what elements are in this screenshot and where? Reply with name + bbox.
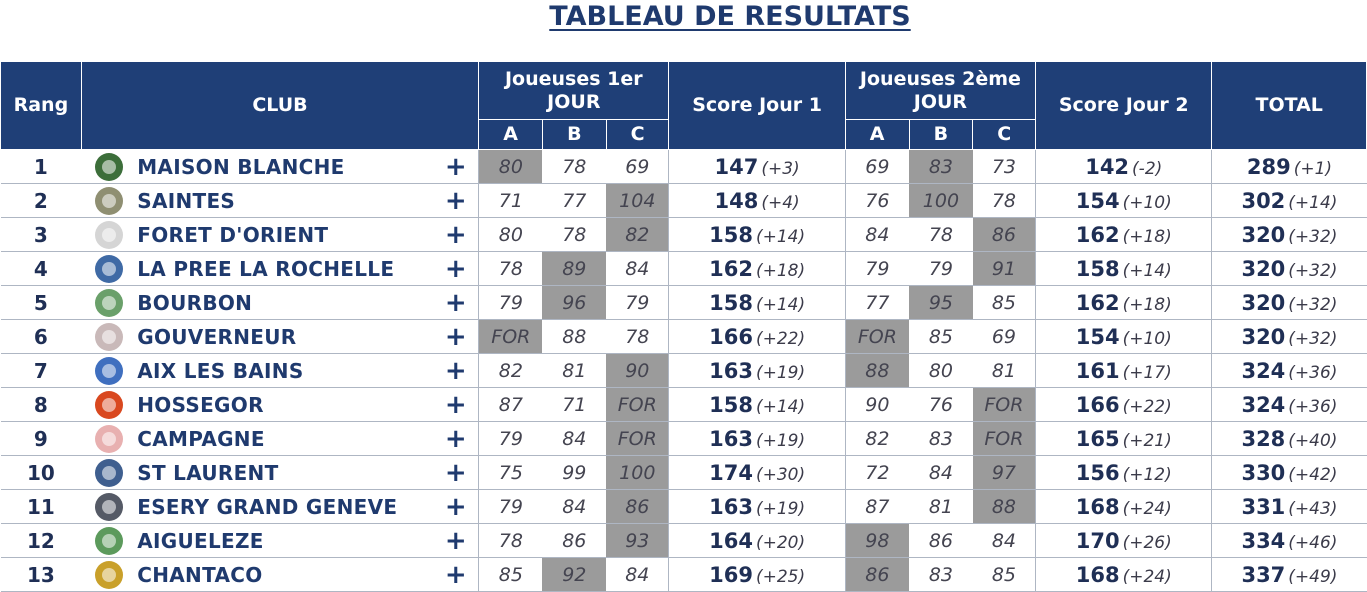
- score-day2-par: (+22): [1122, 396, 1172, 417]
- club-name: AIX LES BAINS: [127, 354, 445, 388]
- club-name: AIGUELEZE: [127, 524, 445, 558]
- day1-player-c-score: 82: [606, 218, 669, 252]
- score-day2-value: 162: [1075, 222, 1120, 247]
- club-logo-cell: [81, 558, 127, 592]
- day2-player-a-score: 69: [845, 150, 909, 184]
- day1-player-a-score: 82: [479, 354, 543, 388]
- table-row: [1, 524, 1367, 558]
- day2-player-b-score: 83: [909, 422, 973, 456]
- rank-cell: 10: [1, 456, 82, 490]
- day1-player-b-score: 78: [542, 150, 606, 184]
- day1-player-c-score: FOR: [606, 388, 669, 422]
- total-par: (+32): [1288, 226, 1338, 247]
- expand-button[interactable]: +: [445, 558, 479, 592]
- day1-player-a-score: 75: [479, 456, 543, 490]
- score-day1-value: 166: [709, 324, 753, 349]
- score-day2-value: 170: [1075, 528, 1120, 553]
- day1-player-b-score: 88: [542, 320, 606, 354]
- day2-player-a-score: 90: [845, 388, 909, 422]
- score-day2-par: (+24): [1122, 566, 1172, 587]
- day2-player-b-score: 83: [909, 558, 973, 592]
- score-day1-value: 164: [709, 528, 753, 553]
- club-logo-cell: [81, 286, 127, 320]
- score-day1-cell: [669, 320, 845, 354]
- table-row: [1, 150, 1367, 184]
- day2-player-c-score: FOR: [973, 422, 1036, 456]
- score-day2-par: (+14): [1122, 260, 1172, 281]
- table-row: [1, 558, 1367, 592]
- day1-player-c-score: FOR: [606, 422, 669, 456]
- expand-button[interactable]: +: [445, 218, 479, 252]
- score-day2-cell: [1036, 422, 1212, 456]
- day2-player-c-score: 73: [973, 150, 1036, 184]
- score-day1-cell: [669, 354, 845, 388]
- day2-player-a-score: 86: [845, 558, 909, 592]
- day1-player-b-score: 92: [542, 558, 606, 592]
- day2-player-b-score: 85: [909, 320, 973, 354]
- club-logo-cell: [81, 320, 127, 354]
- score-day2-cell: [1036, 354, 1212, 388]
- score-day2-cell: [1036, 490, 1212, 524]
- day1-player-b-score: 84: [542, 490, 606, 524]
- day2-player-a-score: 79: [845, 252, 909, 286]
- day1-player-a-score: 79: [479, 286, 543, 320]
- score-day1-cell: [669, 150, 845, 184]
- day1-player-a-score: 85: [479, 558, 543, 592]
- expand-button[interactable]: +: [445, 490, 479, 524]
- club-name: SAINTES: [127, 184, 445, 218]
- score-day1-value: 158: [709, 392, 753, 417]
- day1-player-b-score: 78: [542, 218, 606, 252]
- day1-player-a-score: 87: [479, 388, 543, 422]
- table-row: [1, 490, 1367, 524]
- expand-button[interactable]: +: [445, 456, 479, 490]
- club-logo-icon: [95, 391, 123, 419]
- day2-player-b-score: 76: [909, 388, 973, 422]
- score-day2-value: 154: [1075, 188, 1120, 213]
- score-day2-value: 168: [1075, 562, 1120, 587]
- club-logo-icon: [95, 153, 123, 181]
- club-name: HOSSEGOR: [127, 388, 445, 422]
- day1-player-b-score: 99: [542, 456, 606, 490]
- day2-player-a-score: 76: [845, 184, 909, 218]
- club-name: MAISON BLANCHE: [127, 150, 445, 184]
- total-cell: [1212, 524, 1367, 558]
- day2-player-a-score: 98: [845, 524, 909, 558]
- day2-player-b-score: 78: [909, 218, 973, 252]
- table-row: [1, 320, 1367, 354]
- day2-player-c-score: 85: [973, 558, 1036, 592]
- total-value: 320: [1241, 290, 1286, 315]
- score-day1-value: 147: [714, 154, 759, 179]
- club-logo-cell: [81, 422, 127, 456]
- club-logo-icon: [95, 357, 123, 385]
- day2-player-b-score: 100: [909, 184, 973, 218]
- rank-cell: 12: [1, 524, 82, 558]
- club-logo-icon: [95, 527, 123, 555]
- total-value: 320: [1241, 222, 1286, 247]
- day2-players-header: Joueuses 2ème JOUR: [845, 62, 1035, 120]
- day2-player-c-score: 85: [973, 286, 1036, 320]
- day1-player-c-score: 69: [606, 150, 669, 184]
- total-value: 320: [1241, 256, 1286, 281]
- score-day1-par: (+18): [755, 260, 806, 281]
- rank-cell: 8: [1, 388, 82, 422]
- total-value: 302: [1241, 188, 1286, 213]
- total-cell: [1212, 184, 1367, 218]
- day1-player-b-score: 81: [542, 354, 606, 388]
- rank-cell: 3: [1, 218, 82, 252]
- score-day2-cell: [1036, 184, 1212, 218]
- day2-player-c-score: 84: [973, 524, 1036, 558]
- club-logo-cell: [81, 354, 127, 388]
- total-header: TOTAL: [1212, 62, 1367, 150]
- club-name: ST LAURENT: [127, 456, 445, 490]
- total-cell: [1212, 320, 1367, 354]
- score-day1-value: 169: [709, 562, 753, 587]
- total-par: (+43): [1288, 498, 1338, 519]
- score-day2-header: Score Jour 2: [1036, 62, 1212, 150]
- expand-button[interactable]: +: [445, 252, 479, 286]
- day2-player-c-score: 97: [973, 456, 1036, 490]
- page-title: TABLEAU DE RESULTATS: [549, 1, 911, 32]
- day2-player-c-score: 78: [973, 184, 1036, 218]
- total-cell: [1212, 558, 1367, 592]
- club-logo-icon: [95, 221, 123, 249]
- day1-player-b-score: 84: [542, 422, 606, 456]
- day1-player-a-score: 71: [479, 184, 543, 218]
- day2-player-a-score: 72: [845, 456, 909, 490]
- expand-button[interactable]: +: [445, 184, 479, 218]
- score-day1-value: 158: [709, 290, 753, 315]
- total-par: (+49): [1288, 566, 1338, 587]
- score-day2-cell: [1036, 456, 1212, 490]
- total-value: 289: [1246, 154, 1291, 179]
- club-logo-icon: [95, 323, 123, 351]
- score-day1-cell: [669, 422, 845, 456]
- expand-button[interactable]: +: [445, 388, 479, 422]
- club-name: CHANTACO: [127, 558, 445, 592]
- score-day1-cell: [669, 456, 845, 490]
- score-day1-par: (+19): [755, 430, 806, 451]
- club-logo-icon: [95, 289, 123, 317]
- score-day2-par: (+10): [1122, 192, 1172, 213]
- rank-cell: 6: [1, 320, 82, 354]
- day1-player-b-score: 96: [542, 286, 606, 320]
- score-day2-par: (+18): [1122, 226, 1172, 247]
- club-logo-icon: [95, 561, 123, 589]
- day2-col-c-header: C: [973, 120, 1036, 150]
- score-day2-cell: [1036, 320, 1212, 354]
- total-par: (+1): [1293, 158, 1333, 179]
- score-day1-par: (+30): [755, 464, 806, 485]
- day1-player-c-score: 100: [606, 456, 669, 490]
- score-day2-value: 165: [1075, 426, 1120, 451]
- total-par: (+46): [1288, 532, 1338, 553]
- score-day2-value: 154: [1075, 324, 1120, 349]
- rank-cell: 7: [1, 354, 82, 388]
- day2-player-b-score: 86: [909, 524, 973, 558]
- day2-player-a-score: 84: [845, 218, 909, 252]
- total-value: 331: [1241, 494, 1286, 519]
- day2-player-c-score: 69: [973, 320, 1036, 354]
- score-day2-par: (+24): [1122, 498, 1172, 519]
- day1-player-c-score: 90: [606, 354, 669, 388]
- table-row: [1, 422, 1367, 456]
- day2-player-a-score: 77: [845, 286, 909, 320]
- rank-cell: 5: [1, 286, 82, 320]
- club-name: CAMPAGNE: [127, 422, 445, 456]
- club-name: FORET D'ORIENT: [127, 218, 445, 252]
- rank-cell: 2: [1, 184, 82, 218]
- score-day2-cell: [1036, 558, 1212, 592]
- score-day1-cell: [669, 490, 845, 524]
- expand-button[interactable]: +: [445, 524, 479, 558]
- score-day1-cell: [669, 524, 845, 558]
- score-day1-cell: [669, 252, 845, 286]
- day2-player-c-score: 88: [973, 490, 1036, 524]
- club-logo-cell: [81, 388, 127, 422]
- score-day2-value: 161: [1075, 358, 1120, 383]
- score-day1-value: 148: [714, 188, 759, 213]
- day1-player-a-score: 80: [479, 150, 543, 184]
- day2-player-b-score: 81: [909, 490, 973, 524]
- score-day1-par: (+14): [755, 396, 806, 417]
- score-day1-value: 174: [709, 460, 753, 485]
- score-day2-par: (+17): [1122, 362, 1172, 383]
- total-cell: [1212, 354, 1367, 388]
- score-day1-par: (+22): [755, 328, 806, 349]
- score-day2-cell: [1036, 524, 1212, 558]
- score-day2-value: 166: [1075, 392, 1120, 417]
- expand-button[interactable]: +: [445, 150, 479, 184]
- score-day1-par: (+3): [761, 158, 800, 179]
- rank-cell: 13: [1, 558, 82, 592]
- table-row: [1, 218, 1367, 252]
- day1-player-b-score: 89: [542, 252, 606, 286]
- score-day1-par: (+4): [761, 192, 800, 213]
- day2-player-b-score: 84: [909, 456, 973, 490]
- table-row: [1, 456, 1367, 490]
- score-day1-value: 162: [709, 256, 753, 281]
- club-logo-icon: [95, 459, 123, 487]
- total-value: 324: [1241, 392, 1286, 417]
- results-table: [0, 61, 1367, 592]
- score-day2-cell: [1036, 150, 1212, 184]
- total-value: 324: [1241, 358, 1286, 383]
- table-row: [1, 286, 1367, 320]
- score-day1-par: (+14): [755, 294, 806, 315]
- rank-cell: 9: [1, 422, 82, 456]
- score-day1-par: (+19): [755, 362, 806, 383]
- day2-player-b-score: 95: [909, 286, 973, 320]
- day1-player-a-score: FOR: [479, 320, 543, 354]
- rank-cell: 4: [1, 252, 82, 286]
- club-logo-cell: [81, 524, 127, 558]
- club-logo-icon: [95, 425, 123, 453]
- score-day2-cell: [1036, 388, 1212, 422]
- day2-player-a-score: 87: [845, 490, 909, 524]
- day1-player-b-score: 71: [542, 388, 606, 422]
- score-day2-value: 162: [1075, 290, 1120, 315]
- day1-player-c-score: 86: [606, 490, 669, 524]
- club-name: ESERY GRAND GENEVE: [127, 490, 445, 524]
- score-day2-par: (+10): [1122, 328, 1172, 349]
- score-day2-cell: [1036, 252, 1212, 286]
- day1-player-a-score: 79: [479, 490, 543, 524]
- club-logo-icon: [95, 255, 123, 283]
- expand-button[interactable]: +: [445, 286, 479, 320]
- total-par: (+36): [1288, 396, 1338, 417]
- day2-col-b-header: B: [909, 120, 973, 150]
- score-day2-value: 168: [1075, 494, 1120, 519]
- score-day1-par: (+14): [755, 226, 806, 247]
- club-header: CLUB: [81, 62, 478, 150]
- day2-player-c-score: 81: [973, 354, 1036, 388]
- table-row: [1, 388, 1367, 422]
- expand-button[interactable]: +: [445, 422, 479, 456]
- total-value: 330: [1241, 460, 1286, 485]
- score-day1-par: (+20): [755, 532, 806, 553]
- total-par: (+42): [1288, 464, 1338, 485]
- score-day1-value: 163: [709, 426, 753, 451]
- day1-player-a-score: 78: [479, 252, 543, 286]
- total-value: 328: [1241, 426, 1286, 451]
- score-day2-par: (+12): [1122, 464, 1172, 485]
- score-day1-header: Score Jour 1: [669, 62, 845, 150]
- score-day1-value: 163: [709, 358, 753, 383]
- club-logo-icon: [95, 187, 123, 215]
- day1-player-c-score: 104: [606, 184, 669, 218]
- day1-col-c-header: C: [606, 120, 669, 150]
- total-value: 334: [1241, 528, 1286, 553]
- score-day2-par: (+21): [1122, 430, 1172, 451]
- total-par: (+40): [1288, 430, 1338, 451]
- total-par: (+32): [1288, 260, 1338, 281]
- score-day1-value: 163: [709, 494, 753, 519]
- day2-player-b-score: 80: [909, 354, 973, 388]
- club-logo-cell: [81, 252, 127, 286]
- day1-player-c-score: 84: [606, 558, 669, 592]
- score-day2-value: 142: [1085, 154, 1130, 179]
- score-day2-cell: [1036, 286, 1212, 320]
- table-row: [1, 252, 1367, 286]
- score-day2-par: (+18): [1122, 294, 1172, 315]
- club-name: BOURBON: [127, 286, 445, 320]
- day2-player-c-score: 91: [973, 252, 1036, 286]
- day1-player-c-score: 79: [606, 286, 669, 320]
- score-day1-cell: [669, 388, 845, 422]
- club-logo-icon: [95, 493, 123, 521]
- score-day1-cell: [669, 558, 845, 592]
- day1-player-c-score: 84: [606, 252, 669, 286]
- day2-player-c-score: FOR: [973, 388, 1036, 422]
- day1-col-b-header: B: [542, 120, 606, 150]
- day2-player-b-score: 83: [909, 150, 973, 184]
- day1-players-header: Joueuses 1er JOUR: [479, 62, 669, 120]
- day1-col-a-header: A: [479, 120, 543, 150]
- total-par: (+14): [1288, 192, 1338, 213]
- score-day1-cell: [669, 218, 845, 252]
- score-day1-cell: [669, 184, 845, 218]
- club-logo-cell: [81, 184, 127, 218]
- total-cell: [1212, 490, 1367, 524]
- day2-player-a-score: 88: [845, 354, 909, 388]
- club-logo-cell: [81, 150, 127, 184]
- club-logo-cell: [81, 490, 127, 524]
- score-day2-par: (+26): [1122, 532, 1172, 553]
- score-day1-cell: [669, 286, 845, 320]
- day2-player-c-score: 86: [973, 218, 1036, 252]
- day1-player-a-score: 80: [479, 218, 543, 252]
- total-par: (+36): [1288, 362, 1338, 383]
- rang-header: Rang: [1, 62, 82, 150]
- total-cell: [1212, 388, 1367, 422]
- total-cell: [1212, 252, 1367, 286]
- score-day2-par: (-2): [1132, 158, 1163, 179]
- score-day1-value: 158: [709, 222, 753, 247]
- total-cell: [1212, 422, 1367, 456]
- day1-player-c-score: 93: [606, 524, 669, 558]
- score-day2-cell: [1036, 218, 1212, 252]
- table-row: [1, 184, 1367, 218]
- day2-player-a-score: FOR: [845, 320, 909, 354]
- rank-cell: 11: [1, 490, 82, 524]
- score-day2-value: 156: [1075, 460, 1120, 485]
- total-cell: [1212, 150, 1367, 184]
- day2-player-a-score: 82: [845, 422, 909, 456]
- total-par: (+32): [1288, 328, 1338, 349]
- club-name: GOUVERNEUR: [127, 320, 445, 354]
- club-logo-cell: [81, 456, 127, 490]
- day1-player-b-score: 86: [542, 524, 606, 558]
- rank-cell: 1: [1, 150, 82, 184]
- day2-player-b-score: 79: [909, 252, 973, 286]
- day1-player-b-score: 77: [542, 184, 606, 218]
- total-par: (+32): [1288, 294, 1338, 315]
- total-cell: [1212, 218, 1367, 252]
- day2-col-a-header: A: [845, 120, 909, 150]
- total-cell: [1212, 456, 1367, 490]
- total-value: 320: [1241, 324, 1286, 349]
- total-value: 337: [1241, 562, 1286, 587]
- score-day1-par: (+19): [755, 498, 806, 519]
- score-day1-par: (+25): [755, 566, 806, 587]
- table-row: [1, 354, 1367, 388]
- expand-button[interactable]: +: [445, 320, 479, 354]
- club-name: LA PREE LA ROCHELLE: [127, 252, 445, 286]
- total-cell: [1212, 286, 1367, 320]
- day1-player-a-score: 78: [479, 524, 543, 558]
- score-day2-value: 158: [1075, 256, 1120, 281]
- day1-player-a-score: 79: [479, 422, 543, 456]
- club-logo-cell: [81, 218, 127, 252]
- day1-player-c-score: 78: [606, 320, 669, 354]
- results-body: [1, 150, 1367, 592]
- expand-button[interactable]: +: [445, 354, 479, 388]
